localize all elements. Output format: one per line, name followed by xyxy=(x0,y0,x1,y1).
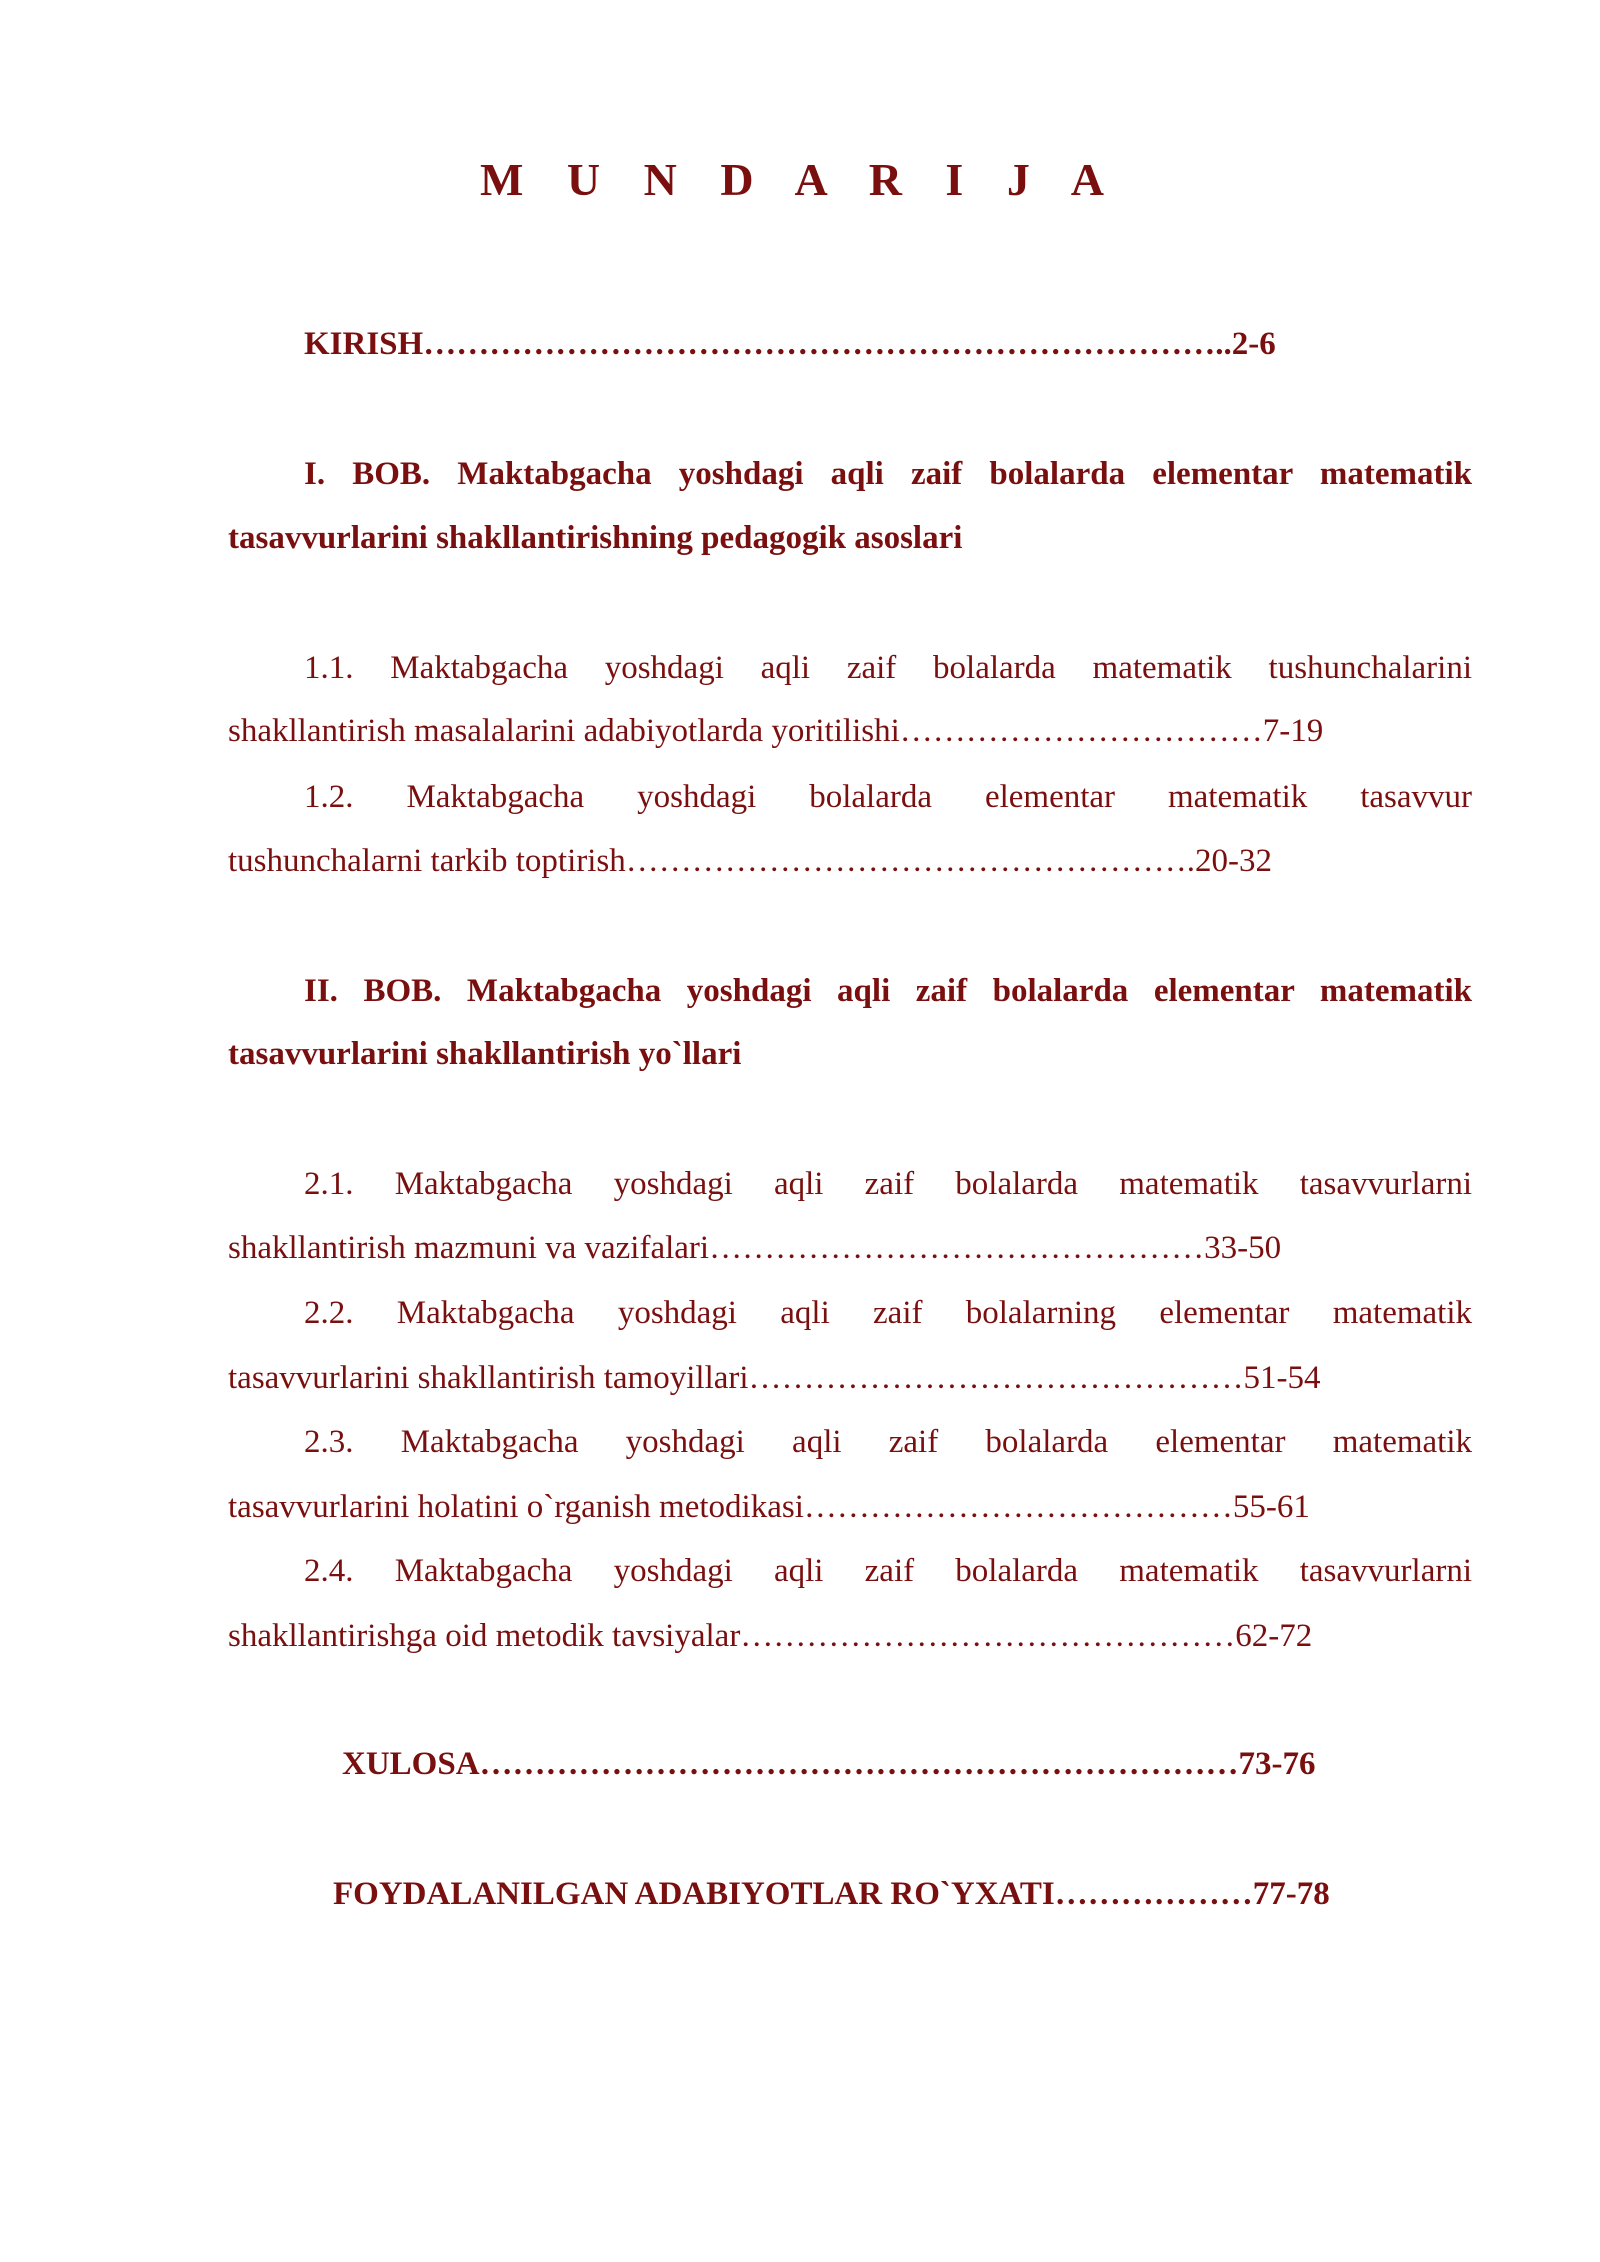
toc-section-1-2-line-2: tushunchalarni tarkib toptirish…………………………………………….20-32 xyxy=(228,843,1272,879)
toc-section-2-1-line-1: 2.1. Maktabgacha yoshdagi aqli zaif bolalarda matematik tasavvurlarni xyxy=(304,1166,1472,1202)
page-title: M U N D A R I J A xyxy=(479,154,1121,205)
toc-chapter-1-line-1: I. BOB. Maktabgacha yoshdagi aqli zaif bolalarda elementar matematik xyxy=(304,456,1472,492)
toc-section-2-2-line-2: tasavvurlarini shakllantirish tamoyillari………………………………………51-54 xyxy=(228,1360,1321,1396)
toc-chapter-1-line-2: tasavvurlarini shakllantirishning pedagogik asoslari xyxy=(228,520,963,556)
toc-section-1-1-line-1: 1.1. Maktabgacha yoshdagi aqli zaif bolalarda matematik tushunchalarini xyxy=(304,650,1472,686)
toc-section-2-4-line-2: shakllantirishga oid metodik tavsiyalar………………………………………62-72 xyxy=(228,1618,1313,1654)
toc-section-1-1-line-2: shakllantirish masalalarini adabiyotlarda yoritilishi……………………………7-19 xyxy=(228,713,1324,749)
toc-section-2-3-line-2: tasavvurlarini holatini o`rganish metodikasi…………………………………55-61 xyxy=(228,1489,1310,1525)
toc-section-2-1-line-2: shakllantirish mazmuni va vazifalari………………………………………33-50 xyxy=(228,1230,1282,1266)
toc-chapter-2-line-2: tasavvurlarini shakllantirish yo`llari xyxy=(228,1036,742,1072)
toc-section-2-3-line-1: 2.3. Maktabgacha yoshdagi aqli zaif bolalarda elementar matematik xyxy=(304,1424,1472,1460)
toc-entry-kirish: KIRISH………………………………………………………………..2-6 xyxy=(304,326,1276,362)
toc-section-2-4-line-1: 2.4. Maktabgacha yoshdagi aqli zaif bolalarda matematik tasavvurlarni xyxy=(304,1553,1472,1589)
toc-chapter-2-line-1: II. BOB. Maktabgacha yoshdagi aqli zaif bolalarda elementar matematik xyxy=(304,973,1472,1009)
toc-entry-references: FOYDALANILGAN ADABIYOTLAR RO`YXATI………………77-78 xyxy=(333,1876,1330,1912)
toc-section-2-2-line-1: 2.2. Maktabgacha yoshdagi aqli zaif bolalarning elementar matematik xyxy=(304,1295,1472,1331)
toc-section-1-2-line-1: 1.2. Maktabgacha yoshdagi bolalarda elementar matematik tasavvur xyxy=(304,779,1472,815)
toc-entry-xulosa: XULOSA……………………………………………………………73-76 xyxy=(342,1746,1316,1782)
